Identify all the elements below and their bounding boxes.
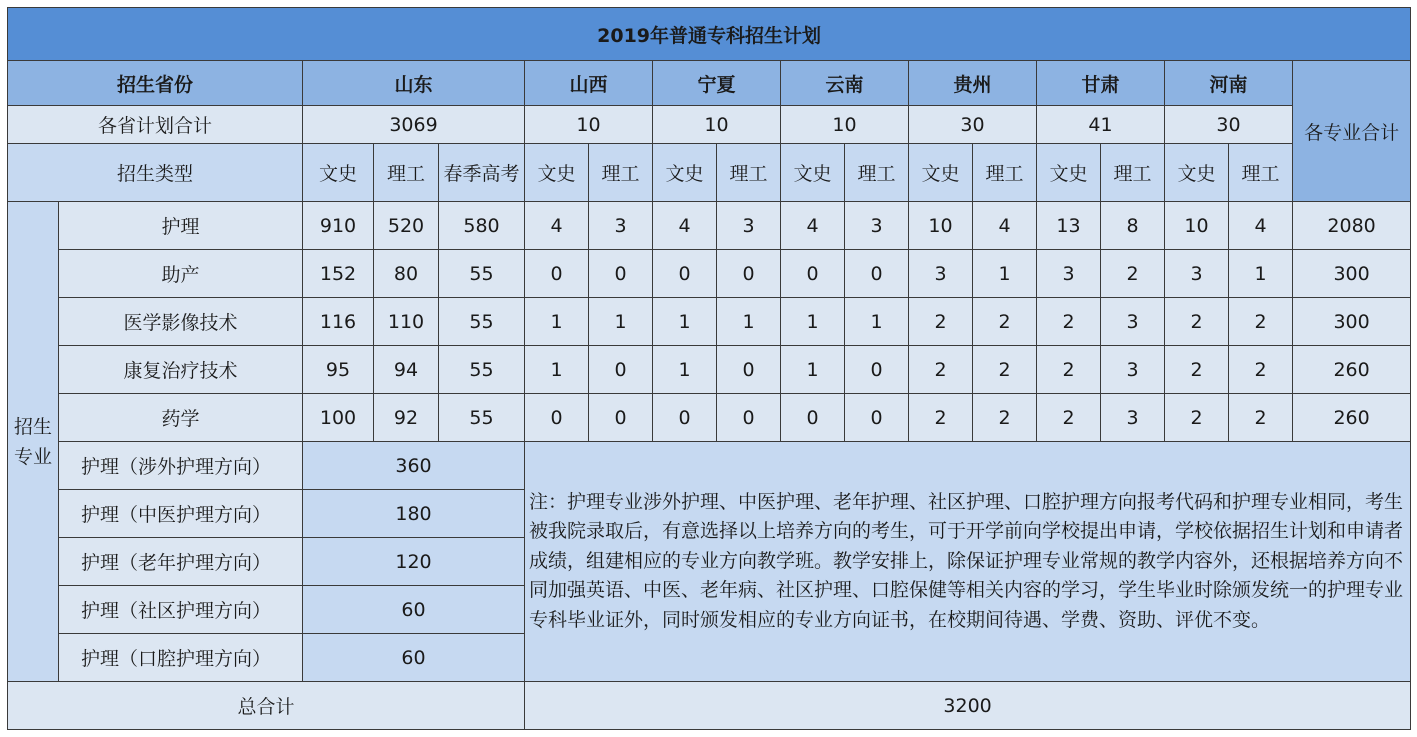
major-value-cell: 1 (1229, 250, 1293, 298)
major-value-cell: 55 (439, 346, 525, 394)
major-value-cell: 0 (845, 346, 909, 394)
major-value-cell: 95 (303, 346, 374, 394)
major-name: 医学影像技术 (59, 298, 303, 346)
type-cell: 文史 (653, 144, 717, 202)
plan-total-cell: 30 (909, 106, 1037, 144)
major-value-cell: 1 (781, 298, 845, 346)
major-value-cell: 2 (1037, 298, 1101, 346)
major-total-cell: 260 (1293, 346, 1411, 394)
type-cell: 理工 (589, 144, 653, 202)
major-name: 药学 (59, 394, 303, 442)
province-ningxia: 宁夏 (653, 61, 781, 106)
major-value-cell: 3 (1165, 250, 1229, 298)
category-label: 招生 专业 (8, 202, 59, 682)
grand-total-value: 3200 (525, 682, 1411, 730)
direction-value: 60 (303, 634, 525, 682)
major-total-cell: 2080 (1293, 202, 1411, 250)
direction-value: 180 (303, 490, 525, 538)
direction-value: 120 (303, 538, 525, 586)
major-value-cell: 0 (845, 250, 909, 298)
province-shanxi: 山西 (525, 61, 653, 106)
major-value-cell: 4 (653, 202, 717, 250)
note-text: 注：护理专业涉外护理、中医护理、老年护理、社区护理、口腔护理方向报考代码和护理专业相同，考生被我院录取后，有意选择以上培养方向的考生，可于开学前向学校提出申请，学校依据招生计划和申请者成绩，组建相应的专业方向教学班。教学安排上，除保证护理专业常规的教学内容外，还根据培养方向不同加强英语、中医、老年病、社区护理、口腔保健等相关内容的学习，学生毕业时除颁发统一的护理专业专科毕业证外，同时颁发相应的专业方向证书，在校期间待遇、学费、资助、评优不变。 (525, 442, 1411, 682)
major-value-cell: 1 (525, 346, 589, 394)
subtotal-header: 各专业合计 (1293, 61, 1411, 202)
type-cell: 文史 (1037, 144, 1101, 202)
major-value-cell: 580 (439, 202, 525, 250)
major-value-cell: 1 (525, 298, 589, 346)
plan-total-cell: 41 (1037, 106, 1165, 144)
major-value-cell: 2 (973, 394, 1037, 442)
province-shandong: 山东 (303, 61, 525, 106)
enrollment-plan-table (7, 7, 1411, 730)
major-value-cell: 0 (653, 250, 717, 298)
major-value-cell: 3 (1037, 250, 1101, 298)
major-value-cell: 1 (973, 250, 1037, 298)
province-guizhou: 贵州 (909, 61, 1037, 106)
major-total-cell: 300 (1293, 250, 1411, 298)
major-value-cell: 3 (845, 202, 909, 250)
major-total-cell: 300 (1293, 298, 1411, 346)
type-cell: 文史 (781, 144, 845, 202)
major-value-cell: 0 (589, 250, 653, 298)
major-value-cell: 2 (909, 298, 973, 346)
major-value-cell: 4 (973, 202, 1037, 250)
plan-total-cell: 10 (781, 106, 909, 144)
plan-total-cell: 10 (653, 106, 781, 144)
major-value-cell: 55 (439, 298, 525, 346)
direction-name: 护理（社区护理方向） (59, 586, 303, 634)
type-cell: 理工 (973, 144, 1037, 202)
major-value-cell: 100 (303, 394, 374, 442)
type-cell: 理工 (1101, 144, 1165, 202)
type-cell: 文史 (525, 144, 589, 202)
major-value-cell: 520 (374, 202, 439, 250)
major-value-cell: 0 (781, 250, 845, 298)
major-name: 护理 (59, 202, 303, 250)
type-cell: 文史 (303, 144, 374, 202)
major-value-cell: 2 (1037, 394, 1101, 442)
major-value-cell: 2 (1165, 394, 1229, 442)
plan-totals-label: 各省计划合计 (8, 106, 303, 144)
major-value-cell: 910 (303, 202, 374, 250)
type-cell: 理工 (845, 144, 909, 202)
grand-total-label: 总合计 (8, 682, 525, 730)
major-value-cell: 1 (589, 298, 653, 346)
type-cell: 理工 (1229, 144, 1293, 202)
major-value-cell: 80 (374, 250, 439, 298)
direction-value: 60 (303, 586, 525, 634)
plan-total-cell: 3069 (303, 106, 525, 144)
plan-total-cell: 30 (1165, 106, 1293, 144)
major-value-cell: 2 (1165, 346, 1229, 394)
types-label: 招生类型 (8, 144, 303, 202)
major-value-cell: 3 (1101, 346, 1165, 394)
type-cell: 文史 (1165, 144, 1229, 202)
major-value-cell: 94 (374, 346, 439, 394)
major-value-cell: 3 (1101, 394, 1165, 442)
direction-name: 护理（中医护理方向） (59, 490, 303, 538)
major-value-cell: 55 (439, 394, 525, 442)
major-value-cell: 4 (525, 202, 589, 250)
major-value-cell: 116 (303, 298, 374, 346)
province-henan: 河南 (1165, 61, 1293, 106)
major-value-cell: 0 (717, 394, 781, 442)
major-value-cell: 2 (1101, 250, 1165, 298)
direction-value: 360 (303, 442, 525, 490)
major-value-cell: 10 (1165, 202, 1229, 250)
major-value-cell: 2 (1229, 346, 1293, 394)
major-value-cell: 8 (1101, 202, 1165, 250)
major-value-cell: 0 (589, 394, 653, 442)
province-gansu: 甘肃 (1037, 61, 1165, 106)
major-value-cell: 0 (717, 250, 781, 298)
type-cell: 理工 (717, 144, 781, 202)
major-value-cell: 0 (781, 394, 845, 442)
major-value-cell: 1 (845, 298, 909, 346)
direction-name: 护理（口腔护理方向） (59, 634, 303, 682)
major-name: 康复治疗技术 (59, 346, 303, 394)
direction-name: 护理（老年护理方向） (59, 538, 303, 586)
major-value-cell: 2 (1229, 394, 1293, 442)
major-value-cell: 55 (439, 250, 525, 298)
major-value-cell: 152 (303, 250, 374, 298)
major-value-cell: 1 (781, 346, 845, 394)
major-total-cell: 260 (1293, 394, 1411, 442)
plan-total-cell: 10 (525, 106, 653, 144)
table-title: 2019年普通专科招生计划 (8, 8, 1411, 61)
major-value-cell: 3 (717, 202, 781, 250)
type-cell: 春季高考 (439, 144, 525, 202)
major-value-cell: 2 (909, 394, 973, 442)
major-value-cell: 92 (374, 394, 439, 442)
major-value-cell: 0 (845, 394, 909, 442)
major-value-cell: 0 (717, 346, 781, 394)
major-value-cell: 2 (1229, 298, 1293, 346)
major-value-cell: 1 (653, 346, 717, 394)
major-value-cell: 2 (973, 298, 1037, 346)
major-value-cell: 0 (589, 346, 653, 394)
major-value-cell: 0 (525, 394, 589, 442)
major-value-cell: 2 (973, 346, 1037, 394)
major-value-cell: 2 (909, 346, 973, 394)
major-value-cell: 1 (653, 298, 717, 346)
major-value-cell: 3 (1101, 298, 1165, 346)
major-value-cell: 10 (909, 202, 973, 250)
type-cell: 理工 (374, 144, 439, 202)
province-yunnan: 云南 (781, 61, 909, 106)
major-value-cell: 3 (909, 250, 973, 298)
direction-name: 护理（涉外护理方向） (59, 442, 303, 490)
province-header-label: 招生省份 (8, 61, 303, 106)
major-value-cell: 13 (1037, 202, 1101, 250)
major-value-cell: 2 (1165, 298, 1229, 346)
major-value-cell: 3 (589, 202, 653, 250)
major-value-cell: 4 (781, 202, 845, 250)
major-value-cell: 4 (1229, 202, 1293, 250)
type-cell: 文史 (909, 144, 973, 202)
major-value-cell: 2 (1037, 346, 1101, 394)
major-value-cell: 1 (717, 298, 781, 346)
major-value-cell: 0 (525, 250, 589, 298)
major-name: 助产 (59, 250, 303, 298)
major-value-cell: 110 (374, 298, 439, 346)
major-value-cell: 0 (653, 394, 717, 442)
